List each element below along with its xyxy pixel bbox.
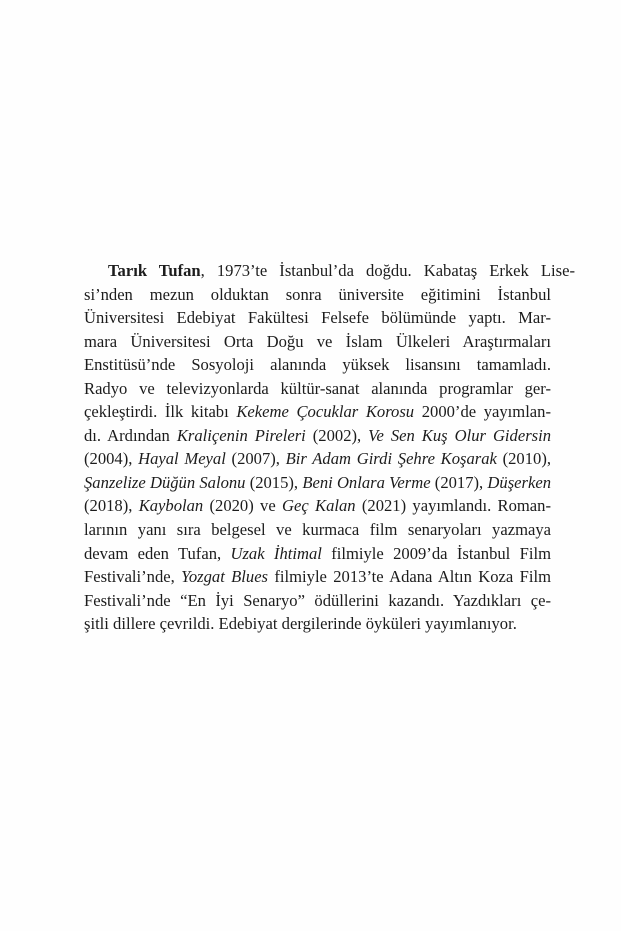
text-line [84, 400, 551, 424]
text-line [84, 283, 551, 307]
text-segment: mara Üniversitesi Orta Doğu ve İslam Ülkeleri Araştırmaları [84, 331, 551, 351]
work-title: Ve Sen Kuş Olur Gidersin [368, 425, 552, 445]
text-line [84, 494, 551, 518]
text-line [84, 518, 551, 542]
text-segment: şitli dillere çevrildi. Edebiyat dergilerinde öyküleri yayımlanıyor. [84, 614, 517, 634]
text-line [84, 306, 551, 330]
work-title: Hayal Meyal [138, 449, 226, 469]
text-segment: Üniversitesi Edebiyat Fakültesi Felsefe bölümünde yaptı. Mar- [84, 308, 551, 328]
text-segment: larının yanı sıra belgesel ve kurmaca film senaryoları yazmaya [84, 520, 551, 540]
text-line [84, 259, 575, 283]
text-line [84, 565, 551, 589]
text-line [84, 353, 551, 377]
text-segment: , 1973’te İstanbul’da doğdu. Kabataş Erkek Lise- [200, 261, 575, 280]
text-segment: çekleştirdi. İlk kitabı [84, 402, 237, 422]
work-title: Kaybolan [138, 496, 204, 516]
text-segment: (2021) yayımlandı. Roman- [355, 496, 551, 516]
text-line [84, 424, 551, 448]
text-line [84, 447, 551, 471]
text-segment: 2000’de yayımlan- [414, 402, 551, 422]
work-title: Yozgat Blues [181, 567, 269, 587]
work-title: Kekeme Çocuklar Korosu [236, 402, 415, 422]
text-segment: (2015), [245, 472, 303, 492]
text-segment: Enstitüsü’nde Sosyoloji alanında yüksek lisansını tamamladı. [84, 355, 551, 375]
work-title: Uzak İhtimal [230, 543, 322, 563]
text-segment: filmiyle 2009’da İstanbul Film [321, 543, 551, 563]
text-segment: (2020) ve [203, 496, 283, 516]
author-biography-paragraph [84, 259, 575, 636]
text-segment: (2004), [84, 449, 139, 469]
work-title: Kraliçenin Pireleri [176, 425, 306, 445]
text-segment: (2002), [305, 425, 369, 445]
text-segment: si’nden mezun olduktan sonra üniversite eğitimini İstanbul [84, 284, 551, 304]
text-segment: (2018), [84, 496, 139, 516]
work-title: Bir Adam Girdi Şehre Koşarak [285, 449, 497, 469]
text-segment: (2017), [430, 472, 488, 492]
text-line [84, 377, 551, 401]
text-segment: (2010), [496, 449, 551, 469]
text-line [84, 612, 551, 636]
text-segment: (2007), [225, 449, 286, 469]
text-line [84, 542, 551, 566]
work-title: Düşerken [487, 472, 552, 492]
text-line [84, 330, 551, 354]
text-segment: Radyo ve televizyonlarda kültür-sanat alanında programlar ger- [84, 378, 551, 398]
author-name: Tarık Tufan [108, 261, 201, 280]
work-title: Beni Onlara Verme [302, 472, 431, 492]
text-segment: dı. Ardından [84, 425, 177, 445]
text-segment: Festivali’nde “En İyi Senaryo” ödüllerini kazandı. Yazdıkları çe- [84, 590, 551, 610]
work-title: Geç Kalan [282, 496, 356, 516]
text-line [84, 471, 551, 495]
work-title: Şanzelize Düğün Salonu [84, 472, 246, 492]
text-segment: filmiyle 2013’te Adana Altın Koza Film [268, 567, 551, 587]
text-segment: Festivali’nde, [84, 567, 182, 587]
text-segment: devam eden Tufan, [84, 543, 231, 563]
text-line [84, 589, 551, 613]
